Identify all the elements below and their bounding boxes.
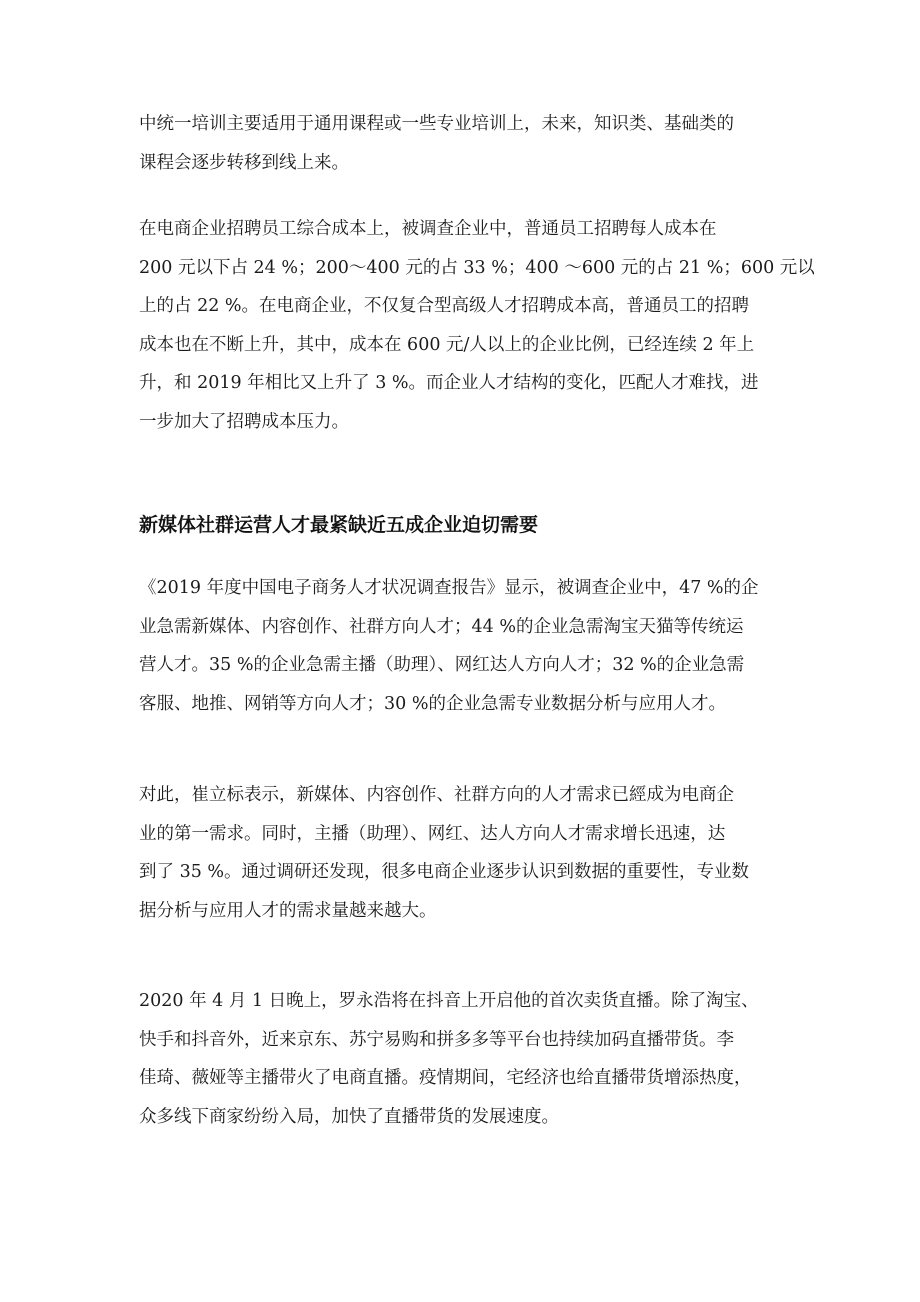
text-line: 营人才。35 %的企业急需主播（助理）、网红达人方向人才；32 %的企业急需 bbox=[139, 655, 745, 675]
paragraph-training bbox=[139, 105, 787, 182]
text-line: 对此，崔立标表示，新媒体、内容创作、社群方向的人才需求已經成为电商企 bbox=[139, 785, 734, 805]
text-line: 《2019 年度中国电子商务人才状况调查报告》显示，被调查企业中，47 %的企 bbox=[139, 578, 759, 598]
text-line: 快手和抖音外，近来京东、苏宁易购和拼多多等平台也持续加码直播带货。李 bbox=[139, 1029, 734, 1050]
paragraph-survey-report bbox=[139, 569, 787, 723]
text-line: 一步加大了招聘成本压力。 bbox=[139, 411, 349, 432]
paragraph-live-streaming bbox=[139, 982, 787, 1136]
text-line: 上的占 22 %。在电商企业，不仅复合型高级人才招聘成本高，普通员工的招聘 bbox=[139, 296, 750, 316]
text-line: 据分析与应用人才的需求量越来越大。 bbox=[139, 900, 437, 921]
text-line: 200 元以下占 24 %；200～400 元的占 33 %；400 ～600 元的占 21 %；600 元以 bbox=[139, 257, 815, 278]
text-line: 佳琦、薇娅等主播带火了电商直播。疫情期间，宅经济也给直播带货增添热度， bbox=[139, 1068, 752, 1088]
text-line: 升，和 2019 年相比又上升了 3 %。而企业人才结构的变化，匹配人才难找，进 bbox=[139, 373, 759, 393]
paragraph-recruitment-cost bbox=[139, 210, 815, 441]
text-line: 成本也在不断上升，其中，成本在 600 元/人以上的企业比例，已经连续 2 年上 bbox=[139, 334, 755, 355]
section-heading: 新媒体社群运营人才最紧缺近五成企业迫切需要 bbox=[139, 514, 539, 536]
text-line: 业的第一需求。同时，主播（助理）、网红、达人方向人才需求增长迅速，达 bbox=[139, 823, 726, 844]
text-line: 2020 年 4 月 1 日晚上，罗永浩将在抖音上开启他的首次卖货直播。除了淘宝、 bbox=[139, 991, 759, 1011]
text-line: 客服、地推、网销等方向人才；30 %的企业急需专业数据分析与应用人才。 bbox=[139, 693, 726, 714]
text-line: 中统一培训主要适用于通用课程或一些专业培训上，未来，知识类、基础类的 bbox=[139, 114, 734, 134]
text-line: 业急需新媒体、内容创作、社群方向人才；44 %的企业急需淘宝天猫等传统运 bbox=[139, 616, 744, 637]
text-line: 众多线下商家纷纷入局，加快了直播带货的发展速度。 bbox=[139, 1106, 559, 1127]
text-line: 课程会逐步转移到线上来。 bbox=[139, 152, 349, 173]
text-line: 到了 35 %。通过调研还发现，很多电商企业逐步认识到数据的重要性，专业数 bbox=[139, 862, 750, 882]
text-line: 在电商企业招聘员工综合成本上，被调查企业中，普通员工招聘每人成本在 bbox=[139, 219, 717, 239]
paragraph-talent-demand bbox=[139, 776, 787, 930]
